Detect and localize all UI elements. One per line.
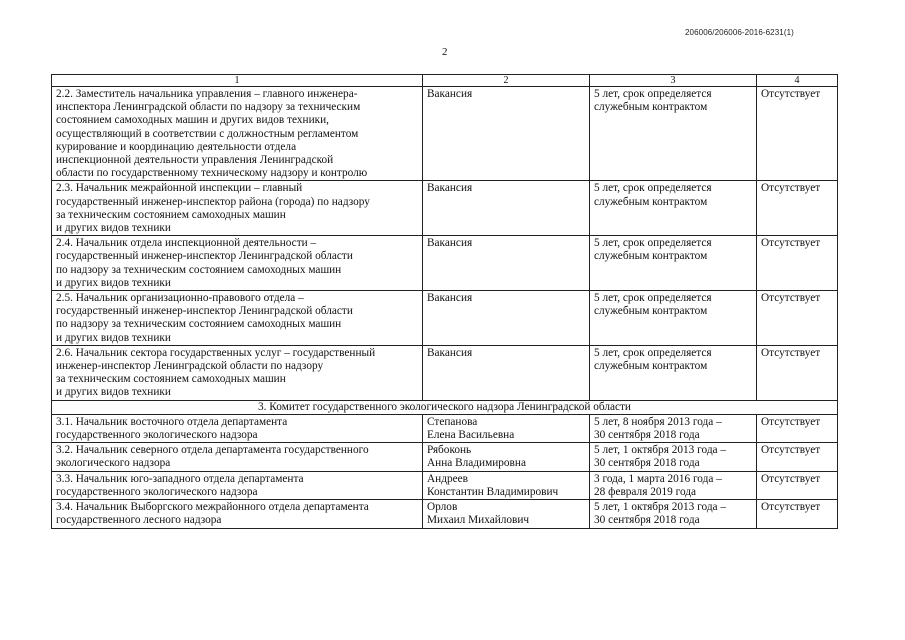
holder-cell — [423, 414, 590, 442]
term-cell-line: 30 сентября 2018 года — [594, 514, 700, 527]
term-cell-line: 5 лет, срок определяется — [594, 237, 712, 250]
term-cell-line: 5 лет, срок определяется — [594, 292, 712, 305]
positions-table — [51, 74, 838, 529]
position-cell-line: 3.4. Начальник Выборгского межрайонного отдела департамента — [56, 501, 369, 514]
position-cell-line: инспекционной деятельности управления Ленинградской — [56, 154, 334, 167]
term-cell-line: служебным контрактом — [594, 101, 708, 114]
term-cell-line: служебным контрактом — [594, 360, 708, 373]
term-cell — [590, 236, 757, 291]
holder-cell — [423, 87, 590, 181]
holder-cell-line: Рябоконь — [427, 444, 472, 457]
holder-cell-line: Степанова — [427, 415, 478, 428]
position-cell — [52, 414, 423, 442]
holder-cell — [423, 345, 590, 400]
holder-cell — [423, 291, 590, 346]
page-number: 2 — [442, 46, 448, 58]
position-cell-line: 3.1. Начальник восточного отдела департамента — [56, 415, 288, 428]
position-cell-line: государственный инженер-инспектор Ленинградской области — [56, 250, 353, 263]
position-cell-line: и других видов техники — [56, 331, 171, 344]
position-cell — [52, 443, 423, 471]
column-header-row — [52, 75, 838, 87]
holder-cell-line: Михаил Михайлович — [427, 514, 530, 527]
position-cell-line: 3.3. Начальник юго-западного отдела департамента — [56, 472, 304, 485]
position-cell-line: области по государственному техническому надзору и контролю — [56, 167, 368, 180]
position-cell — [52, 500, 423, 528]
section-row — [52, 400, 838, 414]
document-id: 206006/206006-2016-6231(1) — [685, 28, 794, 37]
holder-cell-line: Вакансия — [427, 292, 473, 305]
position-cell-line: 3.2. Начальник северного отдела департамента государственного — [56, 444, 369, 457]
term-cell-line: 28 февраля 2019 года — [594, 485, 697, 498]
table-row — [52, 414, 838, 442]
term-cell-line: 30 сентября 2018 года — [594, 457, 700, 470]
position-cell-line: по надзору за техническим состоянием самоходных машин — [56, 263, 342, 276]
holder-cell-line: Вакансия — [427, 182, 473, 195]
note-cell: Отсутствует — [757, 345, 838, 400]
holder-cell-line: Андреев — [427, 472, 468, 485]
term-cell — [590, 291, 757, 346]
table-row — [52, 471, 838, 499]
term-cell-line: 30 сентября 2018 года — [594, 429, 700, 442]
table-row — [52, 345, 838, 400]
position-cell-line: и других видов техники — [56, 276, 171, 289]
position-cell-line: по надзору за техническим состоянием самоходных машин — [56, 318, 342, 331]
table-body — [52, 75, 838, 529]
holder-cell-line: Орлов — [427, 501, 458, 514]
table-row — [52, 443, 838, 471]
holder-cell — [423, 471, 590, 499]
holder-cell-line: Вакансия — [427, 346, 473, 359]
term-cell-line: 5 лет, срок определяется — [594, 182, 712, 195]
term-cell — [590, 87, 757, 181]
term-cell-line: 3 года, 1 марта 2016 года – — [594, 472, 722, 485]
position-cell-line: 2.4. Начальник отдела инспекционной деятельности – — [56, 237, 317, 250]
holder-cell — [423, 236, 590, 291]
position-cell — [52, 471, 423, 499]
holder-cell — [423, 500, 590, 528]
column-header-3: 3 — [590, 75, 757, 87]
holder-cell-line: Анна Владимировна — [427, 457, 526, 470]
position-cell-line: государственного экологического надзора — [56, 429, 258, 442]
term-cell — [590, 471, 757, 499]
note-cell: Отсутствует — [757, 236, 838, 291]
position-cell — [52, 87, 423, 181]
holder-cell-line: Вакансия — [427, 88, 473, 100]
position-cell-line: и других видов техники — [56, 222, 171, 235]
column-header-4: 4 — [757, 75, 838, 87]
term-cell-line: 5 лет, срок определяется — [594, 88, 712, 100]
holder-cell-line: Вакансия — [427, 237, 473, 250]
position-cell-line: 2.2. Заместитель начальника управления – главного инженера- — [56, 88, 358, 100]
position-cell-line: за техническим состоянием самоходных машин — [56, 373, 286, 386]
table-row — [52, 236, 838, 291]
position-cell-line: государственный инженер-инспектор района (города) по надзору — [56, 195, 370, 208]
position-cell-line: курирование и координацию деятельности отдела — [56, 140, 297, 153]
position-cell-line: состоянием самоходных машин и других видов техники, — [56, 114, 329, 127]
holder-cell-line: Елена Васильевна — [427, 429, 515, 442]
position-cell — [52, 345, 423, 400]
position-cell-line: 2.3. Начальник межрайонной инспекции – главный — [56, 182, 303, 195]
note-cell: Отсутствует — [757, 500, 838, 528]
position-cell-line: инспектора Ленинградской области по надзору за техническим — [56, 101, 361, 114]
position-cell-line: 2.6. Начальник сектора государственных услуг – государственный — [56, 346, 376, 359]
table-row — [52, 87, 838, 181]
position-cell-line: 2.5. Начальник организационно-правового отдела – — [56, 292, 304, 305]
position-cell — [52, 291, 423, 346]
column-header-1: 1 — [52, 75, 423, 87]
position-cell — [52, 236, 423, 291]
position-cell-line: и других видов техники — [56, 386, 171, 399]
position-cell-line: за техническим состоянием самоходных машин — [56, 208, 286, 221]
holder-cell — [423, 443, 590, 471]
term-cell-line: 5 лет, 8 ноября 2013 года – — [594, 415, 722, 428]
section-title: 3. Комитет государственного экологического надзора Ленинградской области — [52, 400, 838, 414]
term-cell — [590, 414, 757, 442]
note-cell: Отсутствует — [757, 181, 838, 236]
table-row — [52, 291, 838, 346]
position-cell-line: экологического надзора — [56, 457, 171, 470]
position-cell-line: государственный инженер-инспектор Ленинградской области — [56, 305, 353, 318]
term-cell-line: 5 лет, 1 октября 2013 года – — [594, 444, 727, 457]
position-cell-line: государственного лесного надзора — [56, 514, 222, 527]
holder-cell — [423, 181, 590, 236]
holder-cell-line: Константин Владимирович — [427, 485, 559, 498]
term-cell — [590, 345, 757, 400]
term-cell-line: 5 лет, срок определяется — [594, 346, 712, 359]
table-row — [52, 500, 838, 528]
note-cell: Отсутствует — [757, 414, 838, 442]
term-cell-line: 5 лет, 1 октября 2013 года – — [594, 501, 727, 514]
term-cell — [590, 443, 757, 471]
note-cell: Отсутствует — [757, 87, 838, 181]
position-cell — [52, 181, 423, 236]
column-header-2: 2 — [423, 75, 590, 87]
position-cell-line: инженер-инспектор Ленинградской области по надзору — [56, 360, 324, 373]
position-cell-line: государственного экологического надзора — [56, 485, 258, 498]
term-cell-line: служебным контрактом — [594, 195, 708, 208]
table-row — [52, 181, 838, 236]
term-cell-line: служебным контрактом — [594, 250, 708, 263]
note-cell: Отсутствует — [757, 291, 838, 346]
term-cell — [590, 500, 757, 528]
note-cell: Отсутствует — [757, 471, 838, 499]
position-cell-line: осуществляющий в соответствии с должностным регламентом — [56, 127, 359, 140]
term-cell-line: служебным контрактом — [594, 305, 708, 318]
note-cell: Отсутствует — [757, 443, 838, 471]
term-cell — [590, 181, 757, 236]
